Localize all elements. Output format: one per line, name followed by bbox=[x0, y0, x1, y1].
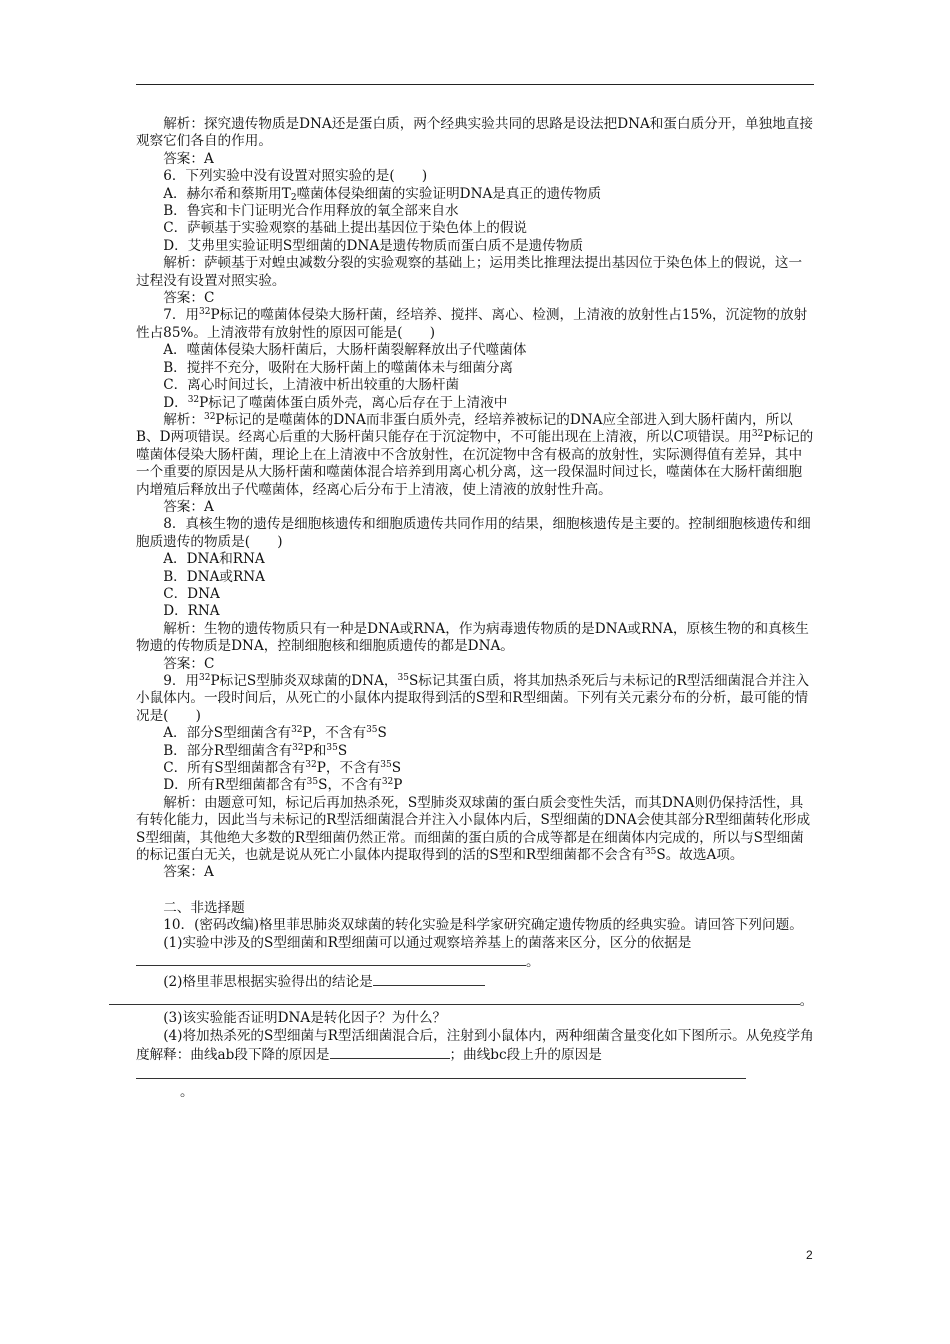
q9-option-d: D．所有R型细菌都含有$^{35}$S，不含有$^{32}$P bbox=[163, 777, 403, 794]
answer-blank-4[interactable] bbox=[136, 1065, 746, 1079]
q9-stem: 9．用$^{32}$P标记S型肺炎双球菌的DNA，$^{35}$S标记其蛋白质，将其加热杀死后与未标记的R型活细菌混合并注入小鼠体内。一段时间后，从死亡的小鼠体内提取得到活的S型和R型细菌。下列有关元素分布的分析，最可能的情况是( ) bbox=[136, 673, 810, 724]
document-body bbox=[136, 116, 814, 1101]
q7-option-b: B．搅拌不充分，吸附在大肠杆菌上的噬菌体未与细菌分离 bbox=[163, 359, 514, 376]
q7-answer: 答案：A bbox=[163, 498, 214, 515]
q9-option-b: B．部分R型细菌含有$^{32}$P和$^{35}$S bbox=[163, 742, 348, 759]
q10-stem: 10．(密码改编)格里菲思肺炎双球菌的转化实验是科学家研究确定遗传物质的经典实验。请回答下列问题。 bbox=[163, 917, 803, 934]
q6-option-a: A．赫尔希和蔡斯用$T_2$噬菌体侵染细菌的实验证明DNA是真正的遗传物质 bbox=[163, 185, 602, 203]
q10-part-1: (1)实验中涉及的S型细菌和R型细菌可以通过观察培养基上的菌落来区分，区分的依据是。 bbox=[136, 935, 814, 972]
q8-answer: 答案：C bbox=[163, 655, 215, 672]
q5-answer: 答案：A bbox=[163, 150, 214, 167]
q8-stem: 8．真核生物的遗传是细胞核遗传和细胞质遗传共同作用的结果，细胞核遗传是主要的。控制细胞核遗传和细胞质遗传的物质是( ) bbox=[136, 516, 811, 550]
answer-blank-2[interactable] bbox=[373, 972, 485, 986]
q9-option-c: C．所有S型细菌都含有$^{32}$P，不含有$^{35}$S bbox=[163, 760, 402, 777]
q6-option-b: B．鲁宾和卡门证明光合作用释放的氧全部来自水 bbox=[163, 203, 459, 220]
q9-answer: 答案：A bbox=[163, 864, 214, 881]
q7-option-a: A．噬菌体侵染大肠杆菌后，大肠杆菌裂解释放出子代噬菌体 bbox=[163, 342, 527, 359]
q7-option-c: C．离心时间过长，上清液中析出较重的大肠杆菌 bbox=[163, 377, 460, 394]
page-number: 2 bbox=[806, 1248, 813, 1262]
q6-stem: 6．下列实验中没有设置对照实验的是( ) bbox=[163, 168, 428, 185]
header-rule bbox=[136, 84, 814, 85]
answer-blank-3[interactable] bbox=[330, 1045, 450, 1059]
q8-option-c: C．DNA bbox=[163, 585, 220, 602]
answer-blank-1[interactable] bbox=[136, 952, 526, 966]
q10-part-4: (4)将加热杀死的S型细菌与R型活细菌混合后，注射到小鼠体内，两种细菌含量变化如下图所示。从免疫学角度解释：曲线ab段下降的原因是 ；曲线bc段上升的原因是 。 bbox=[136, 1027, 814, 1100]
q6-analysis: 解析：萨顿基于对蝗虫减数分裂的实验观察的基础上；运用类比推理法提出基因位于染色体上的假说，这一过程没有设置对照实验。 bbox=[136, 255, 803, 289]
q7-option-d: D．$^{32}$P标记了噬菌体蛋白质外壳，离心后存在于上清液中 bbox=[163, 394, 508, 411]
section-heading: 二、非选择题 bbox=[163, 899, 245, 916]
answer-blank-2-continued[interactable] bbox=[109, 991, 787, 1005]
q9-analysis: 解析：由题意可知，标记后再加热杀死，S型肺炎双球菌的蛋白质会变性失活，而其DNA则仍保持活性，具有转化能力，因此当与未标记的R型活细菌混合并注入小鼠体内后，S型细菌的DNA会使其部分R型细菌转化形成S型细菌，其他绝大多数的R型细菌仍然正常。而细菌的蛋白质的合成等都是在细菌体内完成的，所以与S型细菌的标记蛋白无关，也就是说从死亡小鼠体内提取得到的活的S型和R型细菌都不会含有$^{35}$S。故选A项。 bbox=[136, 794, 811, 864]
q8-option-d: D．RNA bbox=[163, 603, 220, 620]
q6-answer: 答案：C bbox=[163, 290, 215, 307]
q7-analysis: 解析：$^{32}$P标记的是噬菌体的DNA而非蛋白质外壳，经培养被标记的DNA应全部进入到大肠杆菌内，所以B、D两项错误。经离心后重的大肠杆菌只能存在于沉淀物中，不可能出现在上清液，所以C项错误。用$^{32}$P标记的噬菌体侵染大肠杆菌，理论上在上清液中不含放射性，在沉淀物中含有极高的放射性，实际测得值有差异，其中一个重要的原因是从大肠杆菌和噬菌体混合培养到用离心机分离，这一段保温时间过长，噬菌体在大肠杆菌细胞内增殖后释放出子代噬菌体，经离心后分布于上清液，使上清液的放射性升高。 bbox=[136, 411, 814, 498]
q8-analysis: 解析：生物的遗传物质只有一种是DNA或RNA，作为病毒遗传物质的是DNA或RNA，原核生物的和真核生物遗的传物质是DNA，控制细胞核和细胞质遗传的都是DNA。 bbox=[136, 620, 809, 655]
q6-option-d: D．艾弗里实验证明S型细菌的DNA是遗传物质而蛋白质不是遗传物质 bbox=[163, 237, 584, 254]
q5-analysis: 解析：探究遗传物质是DNA还是蛋白质，两个经典实验共同的思路是设法把DNA和蛋白质分开，单独地直接观察它们各自的作用。 bbox=[136, 116, 813, 150]
q10-part-3: (3)该实验能否证明DNA是转化因子？为什么？ bbox=[163, 1010, 447, 1027]
q9-option-a: A．部分S型细菌含有$^{32}$P，不含有$^{35}$S bbox=[163, 725, 387, 742]
q10-part-2: (2)格里菲思根据实验得出的结论是。 bbox=[136, 972, 814, 1011]
q6-option-c: C．萨顿基于实验观察的基础上提出基因位于染色体上的假说 bbox=[163, 220, 528, 237]
q8-option-b: B．DNA或RNA bbox=[163, 568, 265, 585]
q8-option-a: A．DNA和RNA bbox=[163, 551, 265, 568]
q7-stem: 7．用$^{32}$P标记的噬菌体侵染大肠杆菌，经培养、搅拌、离心、检测，上清液的放射性占15%，沉淀物的放射性占85%。上清液带有放射性的原因可能是( ) bbox=[136, 307, 808, 341]
